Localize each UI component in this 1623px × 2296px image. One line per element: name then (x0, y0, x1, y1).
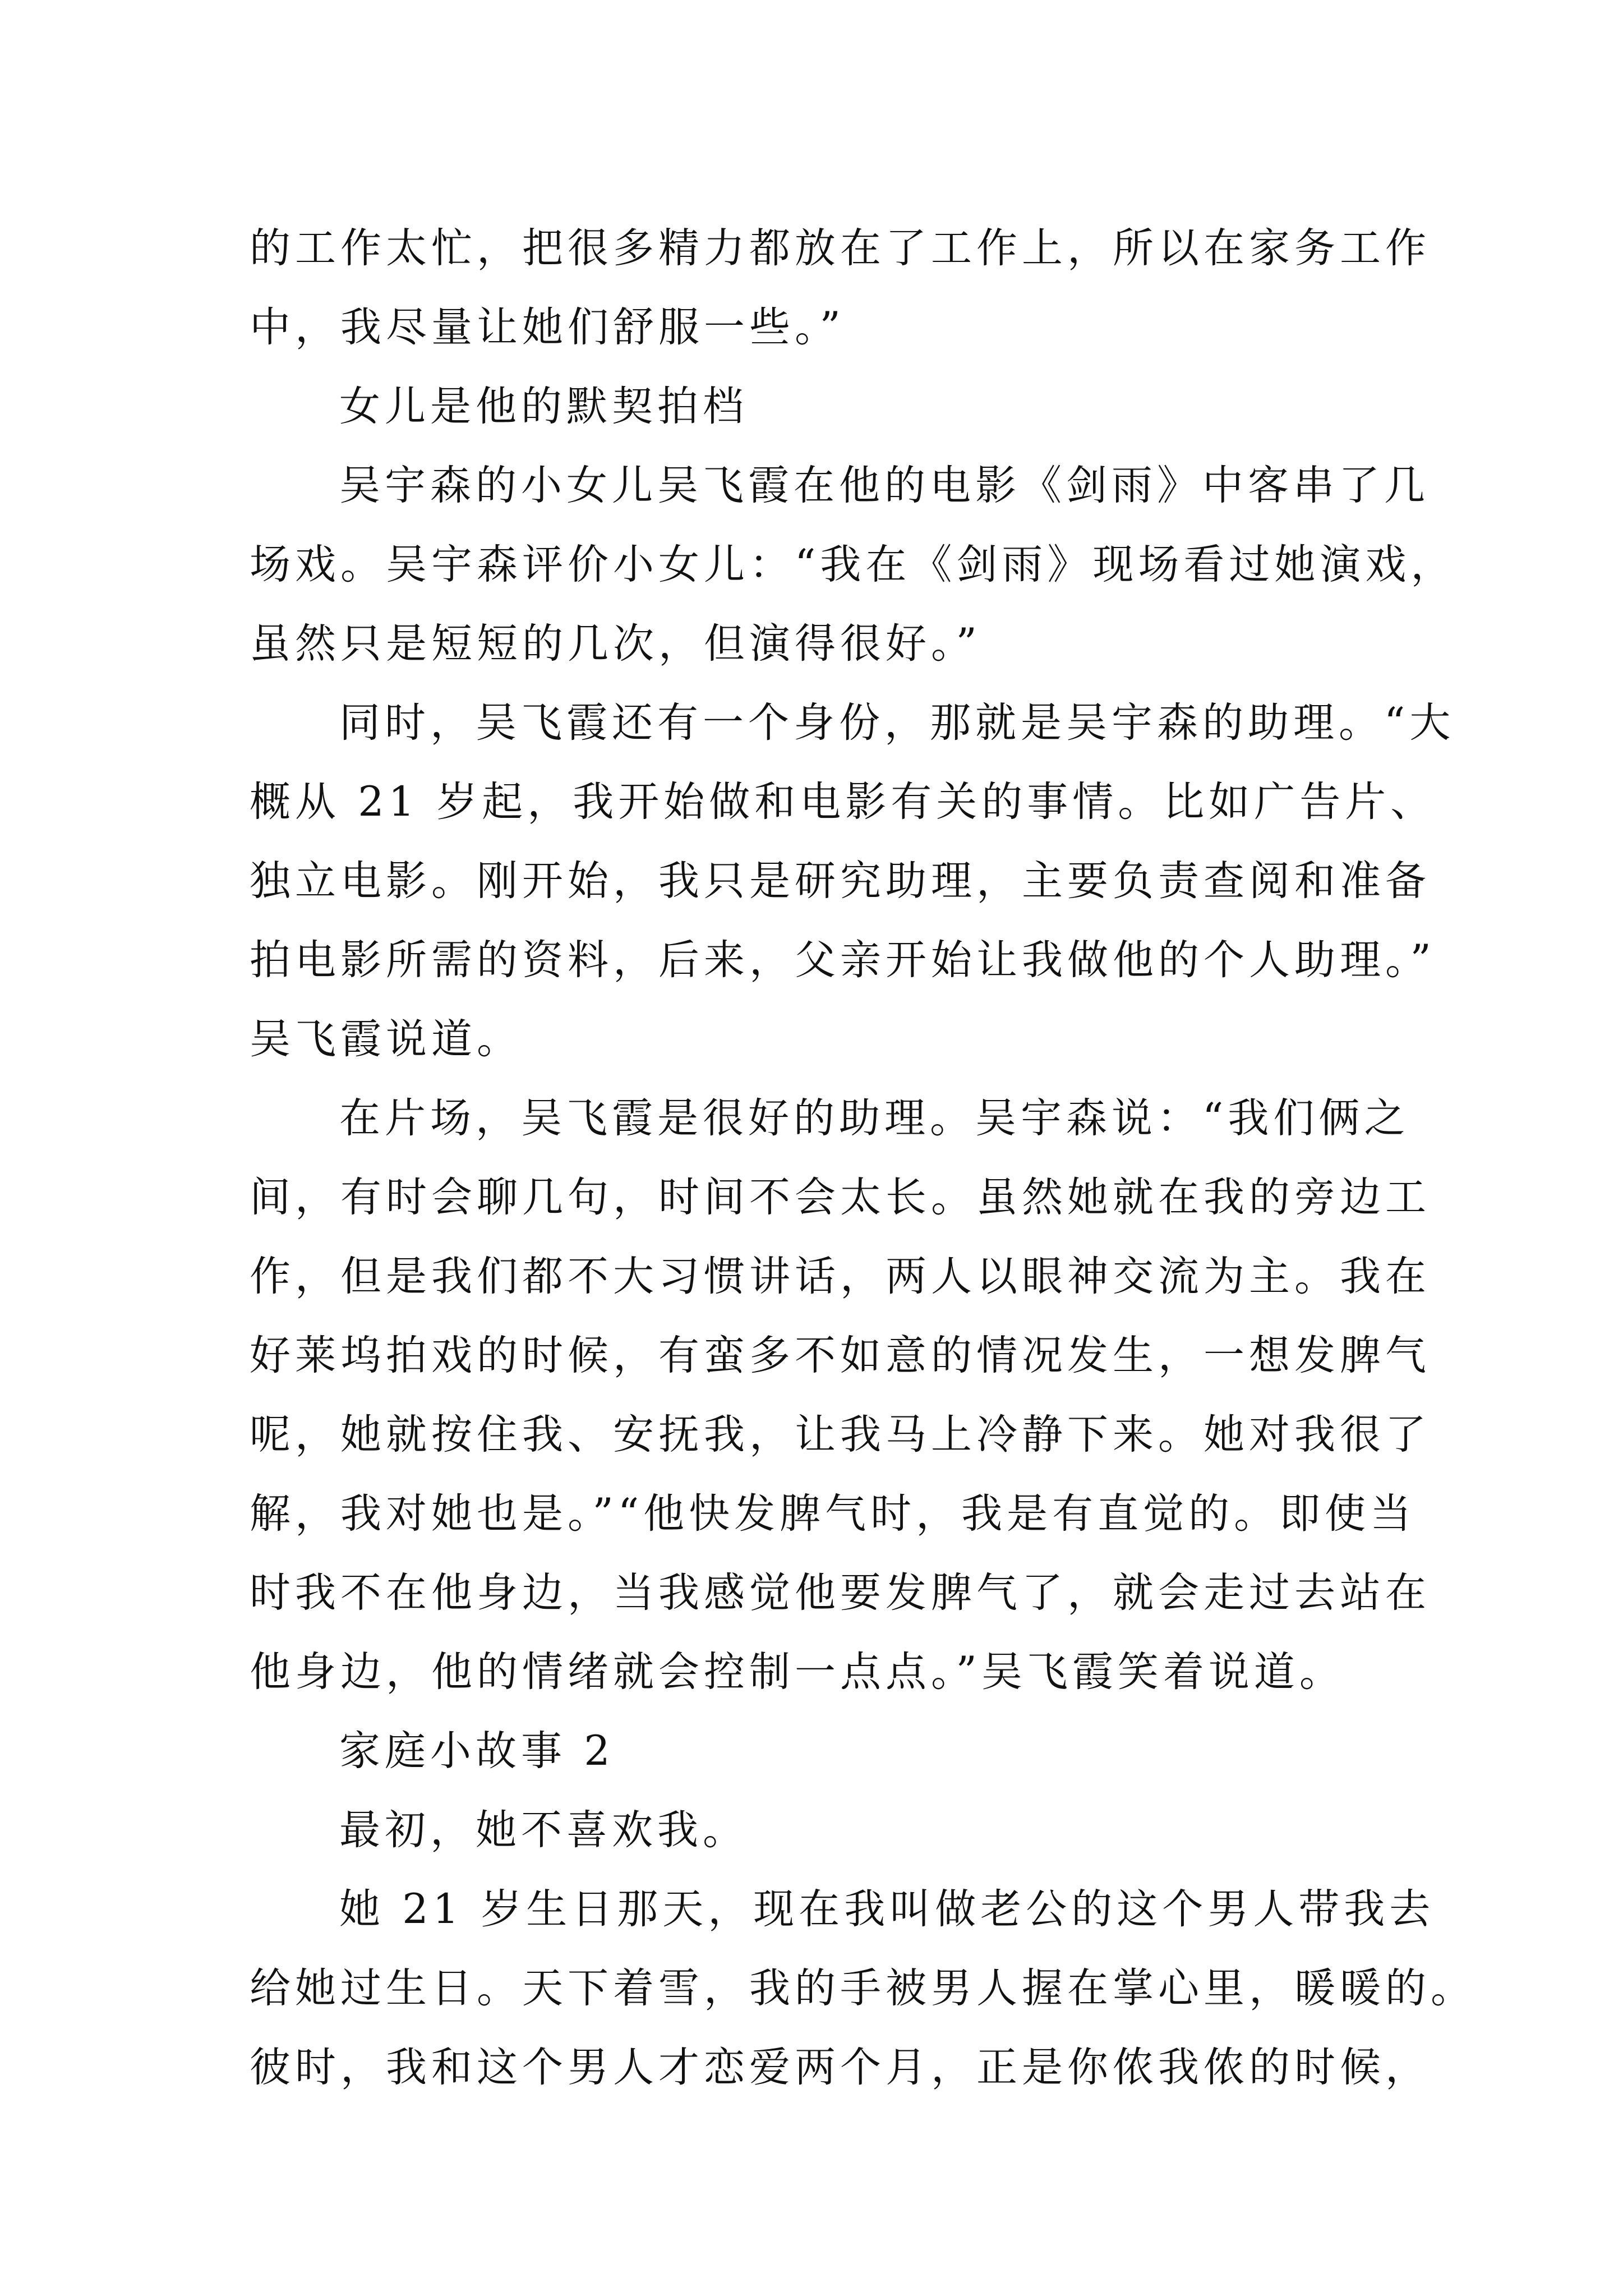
text-line: 中，我尽量让她们舒服一些。” (250, 303, 845, 351)
text-line: 在片场，吴飞霞是很好的助理。吴宇森说：“我们俩之 (339, 1094, 1410, 1142)
text-line: 家庭小故事 2 (339, 1727, 615, 1775)
text-line: 彼时，我和这个男人才恋爱两个月，正是你侬我侬的时候， (250, 2044, 1431, 2091)
text-line: 他身边，他的情绪就会控制一点点。”吴飞霞笑着说道。 (250, 1648, 1345, 1696)
text-line: 她 21 岁生日那天，现在我叫做老公的这个男人带我去 (339, 1885, 1435, 1933)
text-line: 吴飞霞说道。 (250, 1015, 522, 1063)
text-line: 吴宇森的小女儿吴飞霞在他的电影《剑雨》中客串了几 (339, 462, 1430, 509)
text-line: 时我不在他身边，当我感觉他要发脾气了，就会走过去站在 (250, 1569, 1431, 1617)
text-line: 作，但是我们都不大习惯讲话，两人以眼神交流为主。我在 (250, 1253, 1431, 1300)
article-body (250, 209, 1476, 2107)
text-line: 虽然只是短短的几次，但演得很好。” (250, 620, 981, 668)
text-line: 同时，吴飞霞还有一个身份，那就是吴宇森的助理。“大 (339, 699, 1455, 747)
text-line: 最初，她不喜欢我。 (339, 1806, 748, 1854)
text-line: 女儿是他的默契拍档 (339, 383, 748, 430)
text-line: 独立电影。刚开始，我只是研究助理，主要负责查阅和准备 (250, 857, 1431, 905)
text-line: 的工作太忙，把很多精力都放在了工作上，所以在家务工作 (250, 224, 1431, 272)
text-line: 呢，她就按住我、安抚我，让我马上冷静下来。她对我很了 (250, 1411, 1431, 1458)
text-line: 解，我对她也是。”“他快发脾气时，我是有直觉的。即使当 (250, 1490, 1416, 1538)
text-line: 给她过生日。天下着雪，我的手被男人握在掌心里，暖暖的。 (250, 1964, 1476, 2012)
text-line: 拍电影所需的资料，后来，父亲开始让我做他的个人助理。” (250, 936, 1436, 984)
text-line: 间，有时会聊几句，时间不会太长。虽然她就在我的旁边工 (250, 1174, 1431, 1221)
text-line: 好莱坞拍戏的时候，有蛮多不如意的情况发生，一想发脾气 (250, 1332, 1431, 1379)
text-line: 概从 21 岁起，我开始做和电影有关的事情。比如广告片、 (250, 778, 1436, 826)
text-line: 场戏。吴宇森评价小女儿：“我在《剑雨》现场看过她演戏， (250, 541, 1456, 588)
